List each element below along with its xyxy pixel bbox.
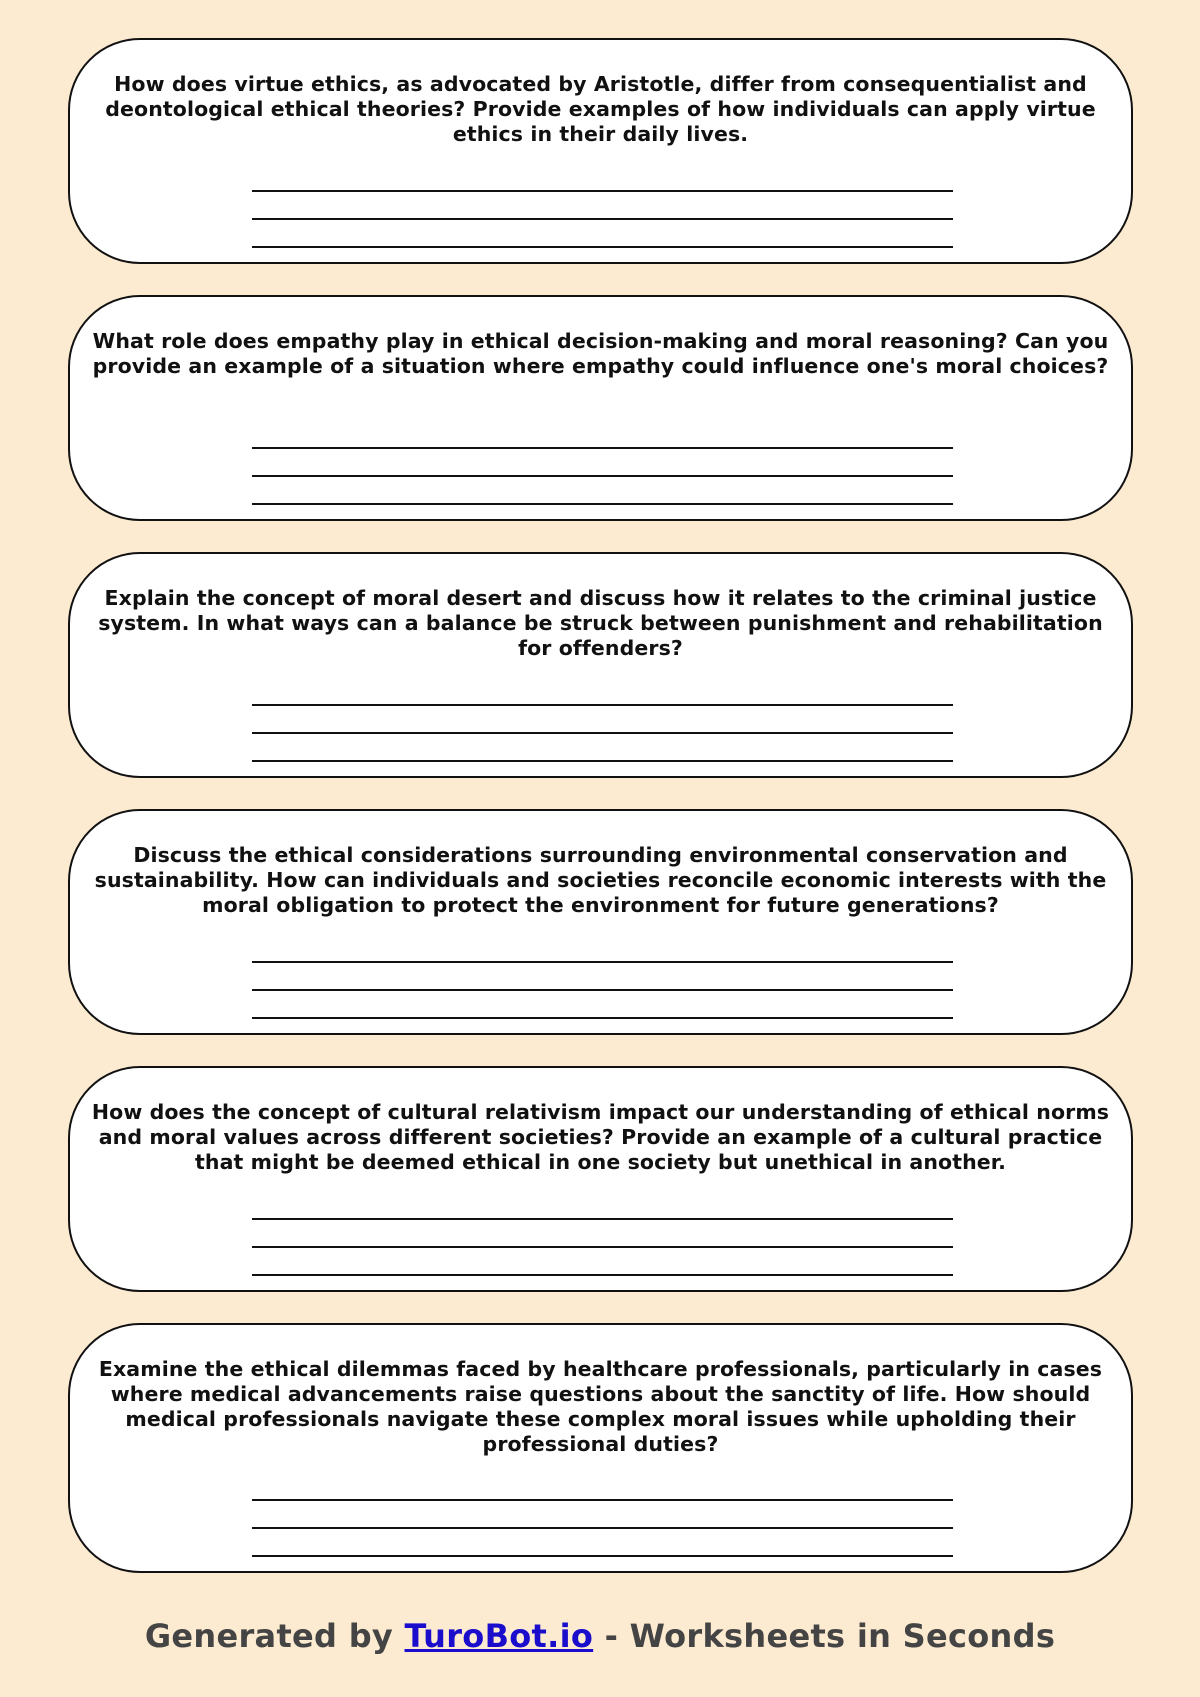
question-card-3 bbox=[68, 552, 1133, 778]
answer-line[interactable] bbox=[252, 1274, 953, 1276]
answer-lines bbox=[252, 704, 953, 762]
footer-suffix: - Worksheets in Seconds bbox=[593, 1617, 1056, 1655]
answer-line[interactable] bbox=[252, 218, 953, 220]
question-text: Examine the ethical dilemmas faced by healthcare professionals, particularly in cases where medical advancements raise questions about the sanctity of life. How should medical professionals navigate these complex moral issues while upholding their professional duties? bbox=[98, 1357, 1103, 1456]
answer-line[interactable] bbox=[252, 1218, 953, 1220]
answer-line[interactable] bbox=[252, 1499, 953, 1501]
answer-lines bbox=[252, 961, 953, 1019]
answer-line[interactable] bbox=[252, 961, 953, 963]
footer-credit bbox=[0, 1617, 1200, 1655]
answer-line[interactable] bbox=[252, 246, 953, 248]
question-card-6 bbox=[68, 1323, 1133, 1573]
answer-lines bbox=[252, 1218, 953, 1276]
question-card-2 bbox=[68, 295, 1133, 521]
answer-line[interactable] bbox=[252, 447, 953, 449]
answer-line[interactable] bbox=[252, 475, 953, 477]
answer-line[interactable] bbox=[252, 760, 953, 762]
answer-line[interactable] bbox=[252, 190, 953, 192]
worksheet-questions bbox=[68, 38, 1133, 1604]
question-text: Discuss the ethical considerations surrounding environmental conservation and sustainability. How can individuals and societies reconcile economic interests with the moral obligation to protect the environment for future generations? bbox=[94, 843, 1107, 917]
answer-lines bbox=[252, 447, 953, 505]
question-text: How does the concept of cultural relativism impact our understanding of ethical norms and moral values across different societies? Provide an example of a cultural practice that might be deemed ethical in one society but unethical in another. bbox=[91, 1100, 1110, 1174]
question-card-1 bbox=[68, 38, 1133, 264]
question-text: What role does empathy play in ethical decision-making and moral reasoning? Can you provide an example of a situation where empathy could influence one's moral choices? bbox=[92, 329, 1109, 378]
question-card-4 bbox=[68, 809, 1133, 1035]
answer-line[interactable] bbox=[252, 503, 953, 505]
answer-line[interactable] bbox=[252, 704, 953, 706]
answer-line[interactable] bbox=[252, 989, 953, 991]
footer-prefix: Generated by bbox=[144, 1617, 405, 1655]
answer-lines bbox=[252, 1499, 953, 1557]
answer-line[interactable] bbox=[252, 732, 953, 734]
question-text: Explain the concept of moral desert and discuss how it relates to the criminal justice system. In what ways can a balance be struck between punishment and rehabilitation for offenders? bbox=[98, 586, 1103, 660]
answer-line[interactable] bbox=[252, 1246, 953, 1248]
question-card-5 bbox=[68, 1066, 1133, 1292]
turobot-link[interactable]: TuroBot.io bbox=[404, 1617, 594, 1655]
answer-lines bbox=[252, 190, 953, 248]
answer-line[interactable] bbox=[252, 1527, 953, 1529]
question-text: How does virtue ethics, as advocated by Aristotle, differ from consequentialist and deontological ethical theories? Provide examples of how individuals can apply virtue ethics in their daily lives. bbox=[105, 72, 1096, 146]
answer-line[interactable] bbox=[252, 1017, 953, 1019]
answer-line[interactable] bbox=[252, 1555, 953, 1557]
